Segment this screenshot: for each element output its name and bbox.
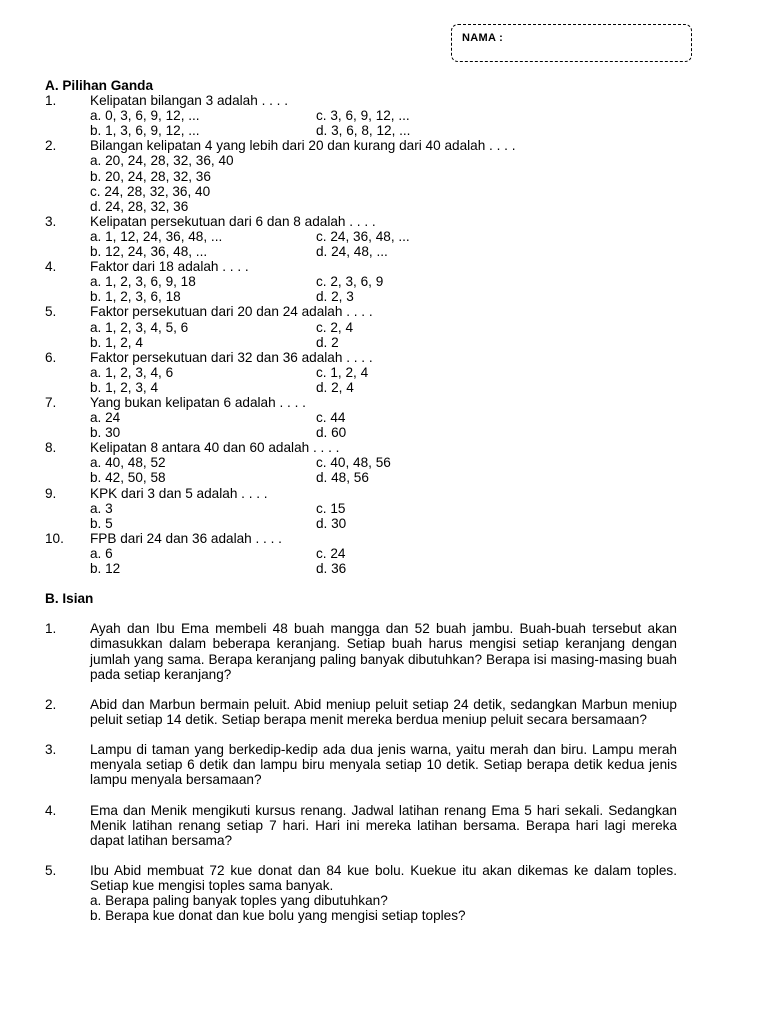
- option: c. 24, 28, 32, 36, 40: [90, 183, 211, 199]
- mc-question: [45, 531, 677, 576]
- question-text: KPK dari 3 dan 5 adalah . . . .: [90, 485, 268, 501]
- option-row: [45, 244, 677, 259]
- question-number: 3.: [45, 213, 57, 229]
- question-number: 4.: [45, 802, 57, 818]
- question-body: [90, 803, 677, 848]
- option: a. 0, 3, 6, 9, 12, ...: [90, 108, 200, 124]
- option-row: [45, 335, 677, 350]
- worksheet: [45, 78, 677, 923]
- option-row: [45, 425, 677, 440]
- option: b. 20, 24, 28, 32, 36: [90, 168, 211, 184]
- question-number: 4.: [45, 259, 57, 275]
- option: b. 5: [90, 515, 113, 531]
- option: d. 2, 3: [316, 289, 354, 305]
- option: c. 44: [316, 410, 346, 426]
- option: d. 48, 56: [316, 470, 369, 486]
- essay-list: [45, 621, 677, 923]
- multiple-choice-list: [45, 93, 677, 576]
- question-row: [45, 531, 677, 546]
- option-row: [45, 561, 677, 576]
- name-label: NAMA :: [462, 32, 504, 44]
- option: a. 20, 24, 28, 32, 36, 40: [90, 153, 234, 169]
- mc-question: [45, 350, 677, 395]
- option: a. 6: [90, 545, 113, 561]
- section-a-title: A. Pilihan Ganda: [45, 78, 154, 93]
- option-row: [45, 546, 677, 561]
- question-number: 7.: [45, 394, 57, 410]
- option-row: [45, 320, 677, 335]
- question-row: [45, 304, 677, 319]
- option: a. 24: [90, 410, 121, 426]
- question-text: Kelipatan bilangan 3 adalah . . . .: [90, 93, 289, 109]
- option-row: [45, 108, 677, 123]
- question-row: [45, 395, 677, 410]
- question-row: [45, 138, 677, 153]
- section-b-title: B. Isian: [45, 591, 94, 607]
- option: a. 1, 2, 3, 4, 5, 6: [90, 319, 189, 335]
- option: b. 12: [90, 561, 121, 576]
- question-body: [90, 697, 677, 727]
- question-body: [90, 742, 677, 787]
- option: d. 36: [316, 561, 347, 576]
- question-number: 2.: [45, 696, 57, 712]
- option: d. 2: [316, 334, 339, 350]
- option: d. 30: [316, 515, 347, 531]
- question-text: Abid dan Marbun bermain peluit. Abid meniup peluit setiap 24 detik, sedangkan Marbun meniup peluit setiap 14 detik. Setiap berapa menit mereka berdua meniup peluit secara bersamaan?: [90, 696, 677, 727]
- essay-question: [45, 742, 677, 787]
- question-row: [45, 486, 677, 501]
- option: a. 1, 2, 3, 6, 9, 18: [90, 274, 196, 290]
- mc-question: [45, 304, 677, 349]
- question-number: 10.: [45, 530, 64, 546]
- option: b. 1, 3, 6, 9, 12, ...: [90, 123, 200, 139]
- option: d. 2, 4: [316, 379, 354, 395]
- question-number: 1.: [45, 93, 57, 109]
- option: b. 1, 2, 4: [90, 334, 143, 350]
- question-text: Kelipatan persekutuan dari 6 dan 8 adalah . . . .: [90, 213, 376, 229]
- option: c. 1, 2, 4: [316, 364, 369, 380]
- mc-question: [45, 93, 677, 138]
- option-row: [45, 123, 677, 138]
- option-row: [45, 169, 677, 184]
- option: c. 15: [316, 500, 346, 516]
- essay-question: [45, 803, 677, 848]
- option: c. 2, 4: [316, 319, 354, 335]
- mc-question: [45, 395, 677, 440]
- question-number: 3.: [45, 742, 57, 758]
- question-text: Faktor dari 18 adalah . . . .: [90, 259, 249, 275]
- option: c. 24, 36, 48, ...: [316, 228, 410, 244]
- option-row: [45, 199, 677, 214]
- question-row: [45, 214, 677, 229]
- option: a. 1, 12, 24, 36, 48, ...: [90, 228, 223, 244]
- option-row: [45, 501, 677, 516]
- option: b. 30: [90, 425, 121, 441]
- name-field-box: [451, 24, 692, 62]
- question-text: Yang bukan kelipatan 6 adalah . . . .: [90, 394, 306, 410]
- question-text: Ayah dan Ibu Ema membeli 48 buah mangga dan 52 buah jambu. Buah-buah tersebut akan dimasukkan dalam beberapa keranjang. Setiap buah harus mengisi setiap keranjang dengan jumlah yang sama. Berapa keranjang paling banyak dibutuhkan? Berapa isi masing-masing buah pada setiap keranjang?: [90, 621, 677, 682]
- question-text: Ema dan Menik mengikuti kursus renang. Jadwal latihan renang Ema 5 hari sekali. Sedangkan Menik latihan renang setiap 7 hari. Hari ini mereka latihan bersama. Berapa hari lagi mereka dapat latihan bersama?: [90, 802, 677, 848]
- option-row: [45, 153, 677, 168]
- essay-question: [45, 863, 677, 923]
- option: c. 3, 6, 9, 12, ...: [316, 108, 410, 124]
- option: c. 24: [316, 545, 346, 561]
- question-number: 2.: [45, 138, 57, 154]
- question-number: 9.: [45, 485, 57, 501]
- option: d. 3, 6, 8, 12, ...: [316, 123, 411, 139]
- option: a. 40, 48, 52: [90, 455, 166, 471]
- option-row: [45, 274, 677, 289]
- option-row: [45, 184, 677, 199]
- option-row: [45, 229, 677, 244]
- question-number: 5.: [45, 304, 57, 320]
- option-row: [45, 365, 677, 380]
- question-number: 6.: [45, 349, 57, 365]
- option: c. 40, 48, 56: [316, 455, 391, 471]
- mc-question: [45, 440, 677, 485]
- question-number: 5.: [45, 862, 57, 878]
- option: b. 42, 50, 58: [90, 470, 166, 486]
- option: a. 1, 2, 3, 4, 6: [90, 364, 174, 380]
- question-text: Faktor persekutuan dari 20 dan 24 adalah . . . .: [90, 304, 373, 320]
- option-row: [45, 470, 677, 485]
- option: b. 12, 24, 36, 48, ...: [90, 244, 208, 260]
- question-text: FPB dari 24 dan 36 adalah . . . .: [90, 530, 282, 546]
- option-row: [45, 516, 677, 531]
- option: b. 1, 2, 3, 4: [90, 379, 159, 395]
- question-row: [45, 440, 677, 455]
- essay-question: [45, 697, 677, 727]
- question-text: Bilangan kelipatan 4 yang lebih dari 20 dan kurang dari 40 adalah . . . .: [90, 138, 516, 154]
- question-row: [45, 93, 677, 108]
- question-text: Ibu Abid membuat 72 kue donat dan 84 kue bolu. Kuekue itu akan dikemas ke dalam toples. Setiap kue mengisi toples sama banyak.: [90, 862, 677, 893]
- question-row: [45, 350, 677, 365]
- option: d. 24, 48, ...: [316, 244, 388, 260]
- option-row: [45, 289, 677, 304]
- option-row: [45, 380, 677, 395]
- mc-question: [45, 259, 677, 304]
- option: d. 24, 28, 32, 36: [90, 198, 189, 214]
- option-row: [45, 410, 677, 425]
- question-row: [45, 259, 677, 274]
- mc-question: [45, 214, 677, 259]
- question-text: Lampu di taman yang berkedip-kedip ada dua jenis warna, yaitu merah dan biru. Lampu merah menyala setiap 6 detik dan lampu biru menyala setiap 10 detik. Setiap berapa detik kedua jenis lampu menyala bersamaan?: [90, 742, 677, 788]
- question-number: 8.: [45, 440, 57, 456]
- option: a. 3: [90, 500, 113, 516]
- option: d. 60: [316, 425, 347, 441]
- question-body: [90, 863, 677, 923]
- sub-question: b. Berapa kue donat dan kue bolu yang mengisi setiap toples?: [90, 908, 466, 924]
- option: b. 1, 2, 3, 6, 18: [90, 289, 181, 305]
- option: c. 2, 3, 6, 9: [316, 274, 384, 290]
- option-row: [45, 455, 677, 470]
- mc-question: [45, 138, 677, 213]
- sub-question: a. Berapa paling banyak toples yang dibutuhkan?: [90, 893, 388, 909]
- question-body: [90, 621, 677, 681]
- question-number: 1.: [45, 621, 57, 637]
- mc-question: [45, 486, 677, 531]
- question-text: Faktor persekutuan dari 32 dan 36 adalah . . . .: [90, 349, 373, 365]
- essay-question: [45, 621, 677, 681]
- question-text: Kelipatan 8 antara 40 dan 60 adalah . . . .: [90, 440, 340, 456]
